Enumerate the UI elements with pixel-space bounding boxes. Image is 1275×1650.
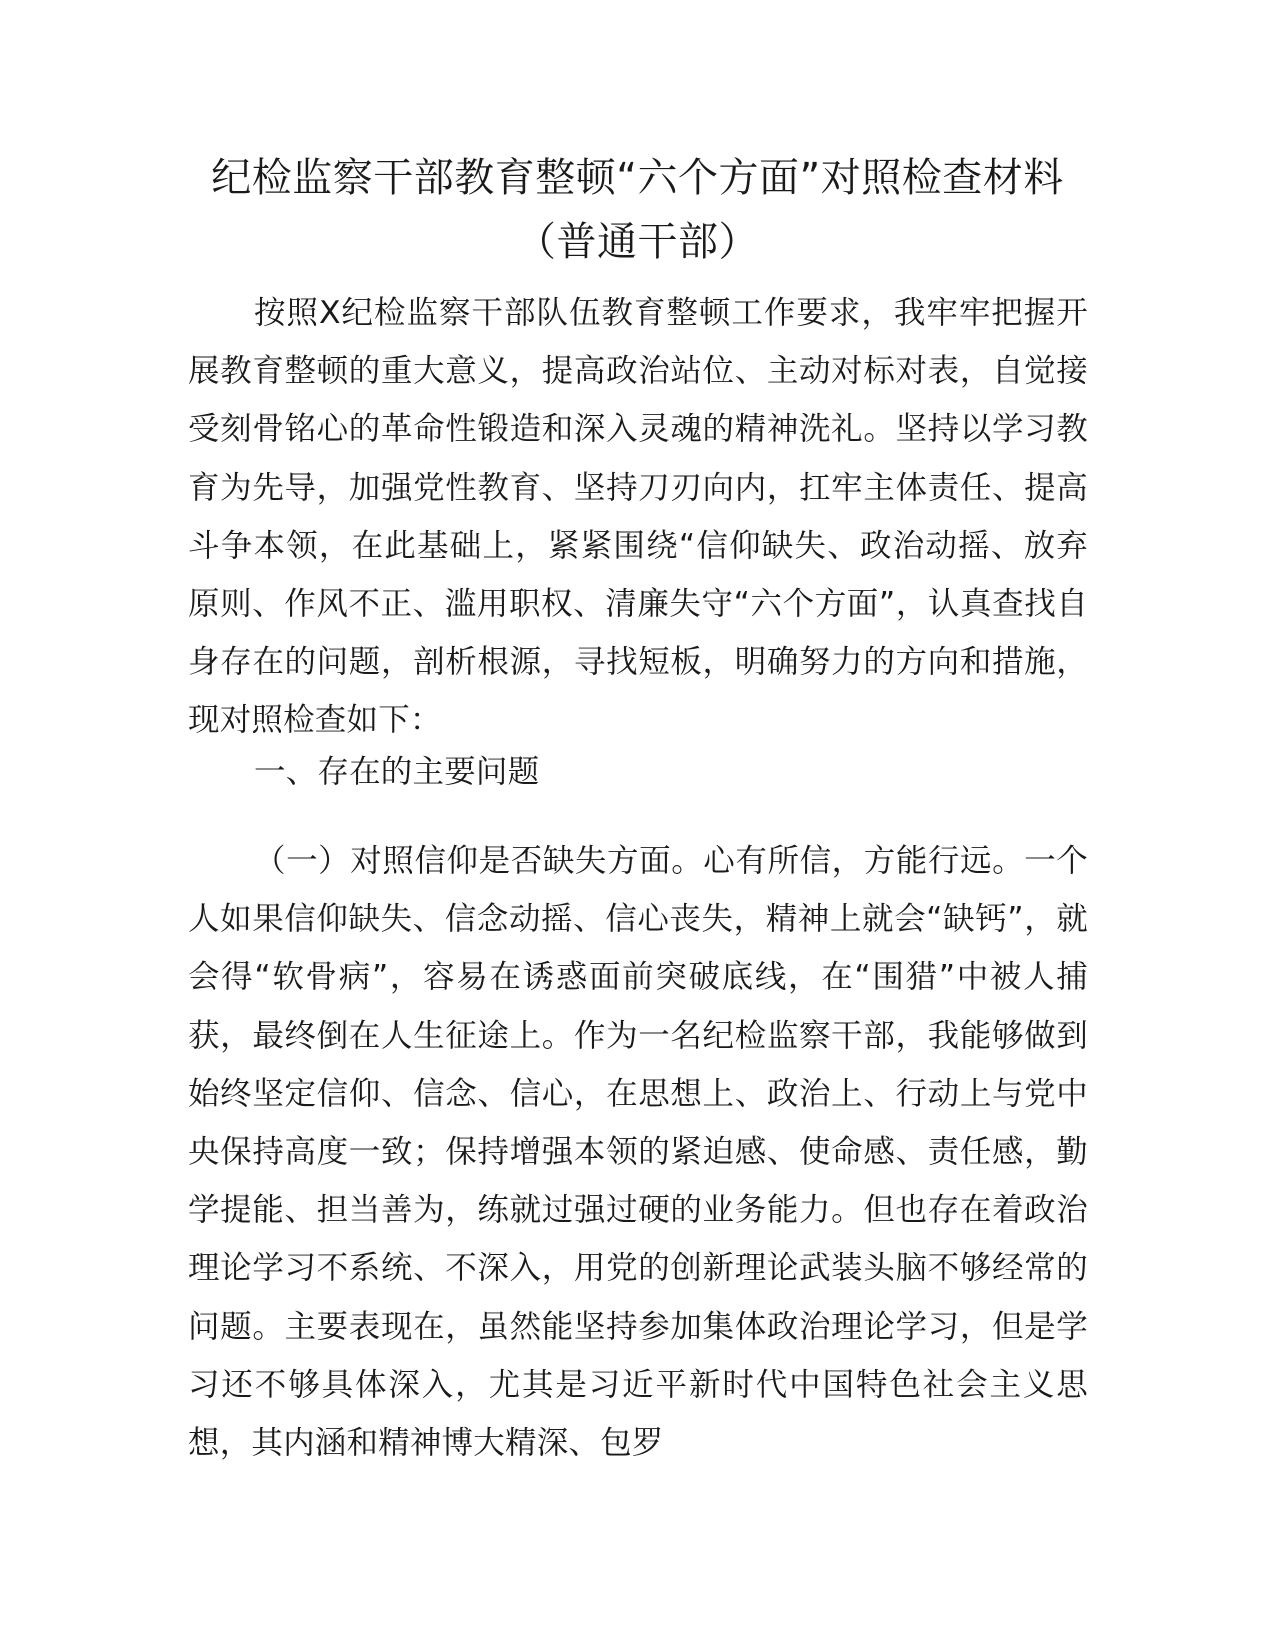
section-heading: 一、存在的主要问题 [254,754,540,790]
document-title: 纪检监察干部教育整顿“六个方面”对照检查材料（普通干部） [211,155,1064,265]
intro-paragraph: 按照X纪检监察干部队伍教育整顿工作要求，我牢牢把握开展教育整顿的重大意义，提高政治站位、主动对标对表，自觉接受刻骨铭心的革命性锻造和深入灵魂的精神洗礼。坚持以学习教育为先导，加强党性教育、坚持刀刃向内，扛牢主体责任、提高斗争本领，在此基础上，紧紧围绕“信仰缺失、政治动摇、放弃原则、作风不正、滥用职权、清廉失守“六个方面”，认真查找自身存在的问题，剖析根源，寻找短板，明确努力的方向和措施，现对照检查如下： [188,295,1089,739]
body-paragraph: （一）对照信仰是否缺失方面。心有所信，方能行远。一个人如果信仰缺失、信念动摇、信心丧失，精神上就会“缺钙”，就会得“软骨病”，容易在诱惑面前突破底线，在“围猎”中被人捕获，最终倒在人生征途上。作为一名纪检监察干部，我能够做到始终坚定信仰、信念、信心，在思想上、政治上、行动上与党中央保持高度一致；保持增强本领的紧迫感、使命感、责任感，勤学提能、担当善为，练就过强过硬的业务能力。但也存在着政治理论学习不系统、不深入，用党的创新理论武装头脑不够经常的问题。主要表现在，虽然能坚持参加集体政治理论学习，但是学习还不够具体深入，尤其是习近平新时代中国特色社会主义思想，其内涵和精神博大精深、包罗 [188,843,1088,1462]
